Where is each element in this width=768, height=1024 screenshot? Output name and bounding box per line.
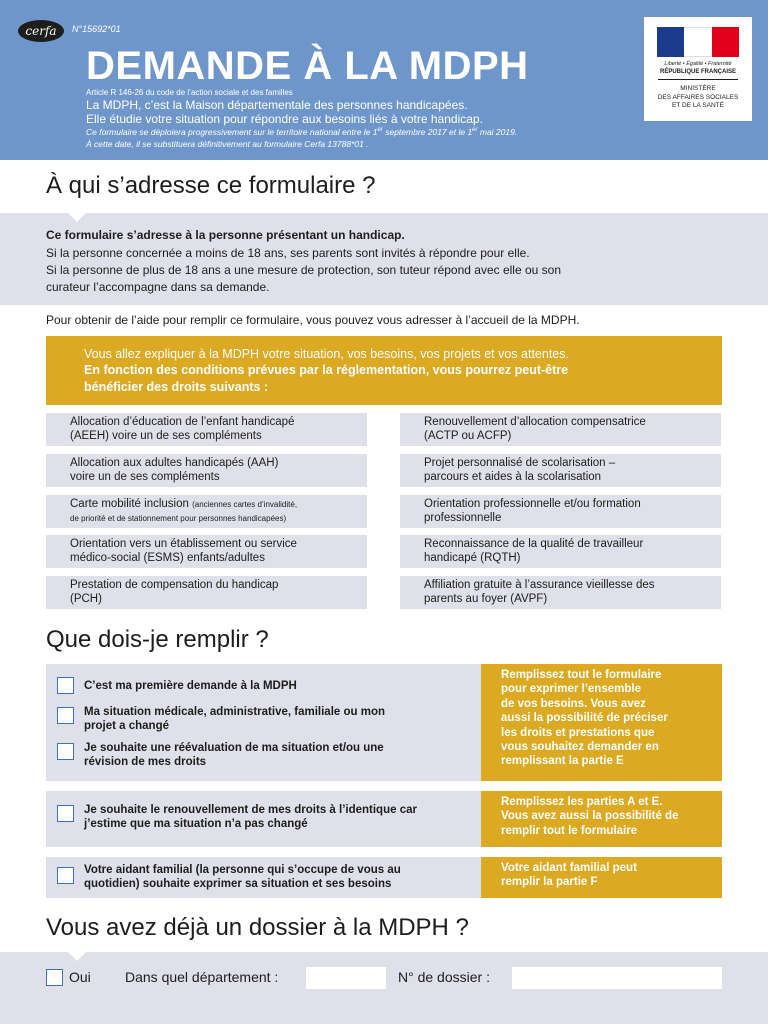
- ministry-name: MINISTÈRE DES AFFAIRES SOCIALES ET DE LA SANTÉ: [657, 85, 739, 109]
- option-first-request-label: C’est ma première demande à la MDPH: [84, 680, 297, 692]
- option-group-caregiver: [46, 857, 481, 898]
- dossier-number-label: N° de dossier :: [398, 969, 490, 985]
- option-situation-changed-label: Ma situation médicale, administrative, familiale ou mon projet a changé: [84, 706, 385, 732]
- benefit-actp: Renouvellement d’allocation compensatrice (ACTP ou ACFP): [400, 413, 721, 446]
- audience-bold-line: Ce formulaire s’adresse à la personne présentant un handicap.: [46, 228, 405, 242]
- oui-label: Oui: [69, 969, 91, 985]
- instruction-renewal: Remplissez les parties A et E. Vous avez aussi la possibilité de remplir tout le formulaire: [481, 791, 722, 847]
- deployment-note-1: Ce formulaire se déploiera progressivement sur le territoire national entre le 1er septembre 2017 et le 1er mai 2019.: [86, 127, 518, 137]
- checkbox-first-request[interactable]: [57, 677, 74, 694]
- instruction-full-form: Remplissez tout le formulaire pour exprimer l’ensemble de vos besoins. Vous avez aussi la possibilité de préciser les droits et prestations que vous souhaitez demander en remplissant la partie E: [481, 664, 722, 781]
- intro-line-1: La MDPH, c’est la Maison départementale des personnes handicapées.: [86, 98, 468, 112]
- audience-line-4: curateur l’accompagne dans sa demande.: [46, 280, 270, 294]
- option-renewal-label: Je souhaite le renouvellement de mes droits à l’identique car j’estime que ma situation n’a pas changé: [84, 804, 417, 830]
- checkbox-oui[interactable]: [46, 969, 63, 986]
- rights-intro-box: [46, 336, 722, 405]
- section-title-what-to-fill: Que dois-je remplir ?: [46, 626, 269, 653]
- benefit-rqth: Reconnaissance de la qualité de travailleur handicapé (RQTH): [400, 535, 721, 568]
- option-reevaluation-label: Je souhaite une réévaluation de ma situation et/ou une révision de mes droits: [84, 742, 384, 768]
- intro-line-2: Elle étudie votre situation pour répondre aux besoins liés à votre handicap.: [86, 112, 483, 126]
- benefit-orientation-pro: Orientation professionnelle et/ou formation professionnelle: [400, 495, 721, 528]
- benefit-aah: Allocation aux adultes handicapés (AAH) voire un de ses compléments: [46, 454, 367, 487]
- republic-name: RÉPUBLIQUE FRANÇAISE: [659, 69, 736, 75]
- rights-intro-line-1: Vous allez expliquer à la MDPH votre situation, vos besoins, vos projets et vos attentes.: [84, 347, 569, 361]
- checkbox-situation-changed[interactable]: [57, 707, 74, 724]
- republic-motto: Liberté • Égalité • Fraternité: [664, 61, 732, 67]
- option-group-renewal: [46, 791, 481, 847]
- checkbox-renewal[interactable]: [57, 805, 74, 822]
- benefit-pps: Projet personnalisé de scolarisation – parcours et aides à la scolarisation: [400, 454, 721, 487]
- legal-reference: Article R 146-26 du code de l’action sociale et des familles: [86, 88, 293, 97]
- checkbox-caregiver[interactable]: [57, 867, 74, 884]
- departement-label: Dans quel département :: [125, 969, 279, 985]
- benefit-esms: Orientation vers un établissement ou service médico-social (ESMS) enfants/adultes: [46, 535, 367, 568]
- band-notch: [68, 213, 86, 222]
- checkbox-reevaluation[interactable]: [57, 743, 74, 760]
- benefit-cmi: Carte mobilité inclusion (anciennes cartes d’invalidité, de priorité et de stationnement pour personnes handicapées): [46, 495, 367, 528]
- band-notch: [68, 952, 86, 961]
- option-caregiver-label: Votre aidant familial (la personne qui s’occupe de vous au quotidien) souhaite exprimer sa situation et ses besoins: [84, 864, 401, 890]
- departement-input[interactable]: [306, 967, 386, 989]
- instruction-caregiver: Votre aidant familial peut remplir la partie F: [481, 857, 722, 898]
- benefit-pch: Prestation de compensation du handicap (PCH): [46, 576, 367, 609]
- dossier-number-input[interactable]: [512, 967, 722, 989]
- cerfa-logo: cerfa: [18, 20, 64, 42]
- benefit-aeeh: Allocation d’éducation de l’enfant handicapé (AEEH) voire un de ses compléments: [46, 413, 367, 446]
- audience-line-3: Si la personne de plus de 18 ans a une mesure de protection, son tuteur répond avec elle ou son: [46, 263, 562, 277]
- help-text: Pour obtenir de l’aide pour remplir ce formulaire, vous pouvez vous adresser à l’accueil de la MDPH.: [46, 313, 580, 327]
- section-title-existing-file: Vous avez déjà un dossier à la MDPH ?: [46, 914, 469, 941]
- form-header: [0, 0, 768, 160]
- form-number: N°15692*01: [72, 24, 121, 34]
- existing-file-band: [0, 952, 768, 1024]
- rights-intro-line-3: bénéficier des droits suivants :: [84, 380, 269, 394]
- marianne-flag-icon: [657, 27, 739, 57]
- benefit-avpf: Affiliation gratuite à l’assurance vieillesse des parents au foyer (AVPF): [400, 576, 721, 609]
- option-group-full-form: [46, 664, 481, 781]
- audience-line-2: Si la personne concernée a moins de 18 ans, ses parents sont invités à répondre pour elle.: [46, 246, 530, 260]
- deployment-note-2: À cette date, il se substituera définitivement au formulaire Cerfa 13788*01 .: [86, 139, 369, 149]
- section-title-audience: À qui s’adresse ce formulaire ?: [46, 172, 376, 199]
- rights-intro-line-2: En fonction des conditions prévues par la réglementation, vous pourrez peut-être: [84, 363, 569, 377]
- divider: [658, 79, 738, 80]
- ministry-logo: [643, 16, 753, 122]
- audience-band: [0, 213, 768, 305]
- page-title: DEMANDE À LA MDPH: [86, 44, 529, 88]
